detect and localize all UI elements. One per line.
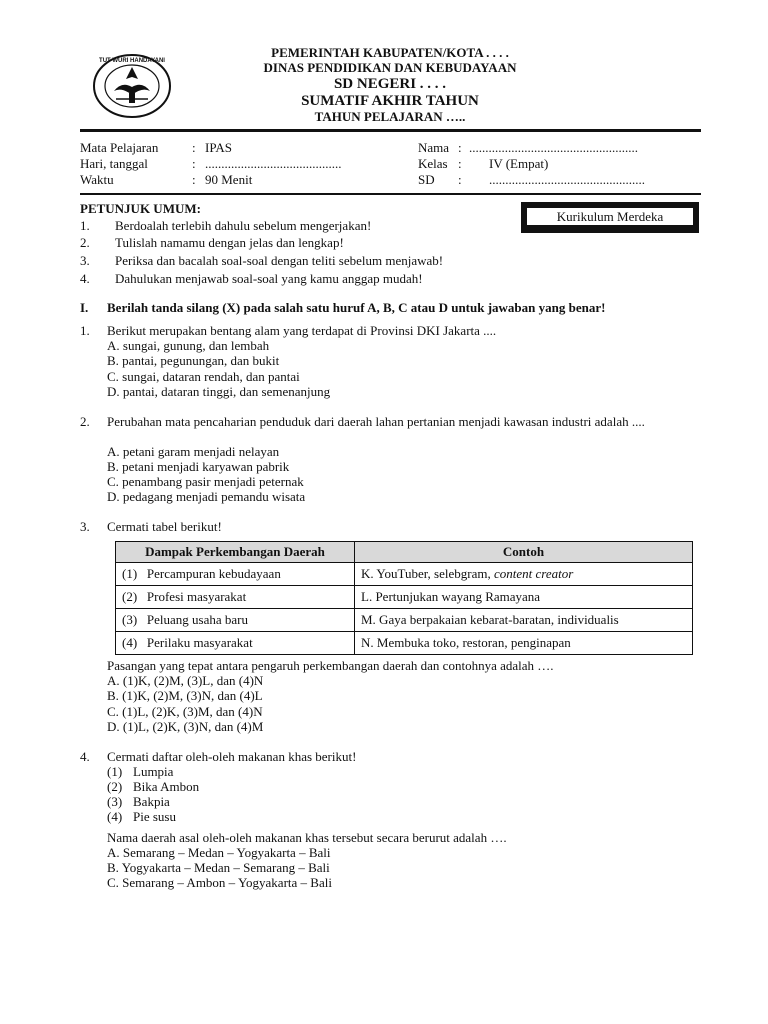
- table-cell: [355, 632, 693, 655]
- answer-option[interactable]: C. Semarang – Ambon – Yogyakarta – Bali: [107, 875, 332, 890]
- section-number: I.: [80, 300, 89, 315]
- row-dampak: Profesi masyarakat: [146, 589, 247, 604]
- list-num: (1): [107, 764, 123, 779]
- answer-option[interactable]: B. Yogyakarta – Medan – Semarang – Bali: [107, 860, 330, 875]
- row-contoh: N. Membuka toko, restoran, penginapan: [361, 635, 571, 650]
- header-school: SD NEGERI . . . .: [333, 75, 447, 92]
- colon: :: [192, 172, 196, 187]
- instruction-text: Tulislah namamu dengan jelas dan lengkap!: [115, 235, 344, 250]
- document-header: [180, 46, 600, 125]
- list-num: (3): [107, 794, 123, 809]
- colon: :: [192, 156, 196, 171]
- table-cell: [116, 563, 355, 586]
- table-row: [116, 609, 693, 632]
- question-prompt: Pasangan yang tepat antara pengaruh perkembangan daerah dan contohnya adalah ….: [107, 658, 554, 673]
- curriculum-badge-text: Kurikulum Merdeka: [527, 208, 693, 225]
- table-row: [116, 586, 693, 609]
- row-code: (3): [122, 612, 138, 627]
- info-divider: [80, 193, 701, 195]
- question-text: Cermati tabel berikut!: [107, 519, 222, 534]
- header-department: DINAS PENDIDIKAN DAN KEBUDAYAAN: [263, 59, 517, 75]
- list-num: (4): [107, 809, 123, 824]
- row-contoh: K. YouTuber, selebgram,: [361, 566, 494, 581]
- instruction-text: Dahulukan menjawab soal-soal yang kamu anggap mudah!: [115, 271, 423, 286]
- row-code: (2): [122, 589, 138, 604]
- answer-option[interactable]: A. Semarang – Medan – Yogyakarta – Bali: [107, 845, 331, 860]
- answer-option[interactable]: B. (1)K, (2)M, (3)N, dan (4)L: [107, 688, 263, 703]
- label-mapel: Mata Pelajaran: [80, 140, 159, 155]
- question-number: 2.: [80, 414, 90, 429]
- table-cell: [116, 586, 355, 609]
- answer-option[interactable]: D. pantai, dataran tinggi, dan semenanjung: [107, 384, 331, 399]
- answer-option[interactable]: A. petani garam menjadi nelayan: [107, 444, 280, 459]
- impact-table: [115, 541, 693, 655]
- instruction-text: Berdoalah terlebih dahulu sebelum mengerjakan!: [115, 218, 372, 233]
- field-hari[interactable]: ..........................................: [205, 156, 342, 171]
- instructions-title: PETUNJUK UMUM:: [80, 201, 201, 216]
- value-mapel: IPAS: [205, 140, 232, 155]
- table-header: Dampak Perkembangan Daerah: [116, 542, 355, 563]
- answer-option[interactable]: B. petani menjadi karyawan pabrik: [107, 459, 290, 474]
- question-text: Berikut merupakan bentang alam yang terdapat di Provinsi DKI Jakarta ....: [107, 323, 497, 338]
- instruction-num: 4.: [80, 271, 90, 286]
- curriculum-badge: [521, 202, 699, 233]
- row-dampak: Perilaku masyarakat: [146, 635, 253, 650]
- row-dampak: Peluang usaha baru: [146, 612, 249, 627]
- field-nama[interactable]: ....................................................: [469, 140, 638, 155]
- tut-wuri-handayani-logo: [92, 53, 172, 119]
- answer-option[interactable]: A. sungai, gunung, dan lembah: [107, 338, 270, 353]
- row-dampak: Percampuran kebudayaan: [146, 566, 281, 581]
- list-item: Pie susu: [133, 809, 176, 824]
- label-kelas: Kelas: [418, 156, 448, 171]
- question-number: 4.: [80, 749, 90, 764]
- list-item: Lumpia: [133, 764, 174, 779]
- colon: :: [458, 156, 462, 171]
- header-academic-year: TAHUN PELAJARAN …..: [314, 109, 466, 125]
- row-code: (1): [122, 566, 138, 581]
- answer-option[interactable]: A. (1)K, (2)M, (3)L, dan (4)N: [107, 673, 264, 688]
- answer-option[interactable]: C. (1)L, (2)K, (3)M, dan (4)N: [107, 704, 263, 719]
- instruction-num: 1.: [80, 218, 90, 233]
- question-number: 3.: [80, 519, 90, 534]
- question-text: Cermati daftar oleh-oleh makanan khas berikut!: [107, 749, 357, 764]
- table-header: Contoh: [355, 542, 693, 563]
- table-row: [116, 563, 693, 586]
- instruction-text: Periksa dan bacalah soal-soal dengan teliti sebelum menjawab!: [115, 253, 444, 268]
- answer-option[interactable]: D. (1)L, (2)K, (3)N, dan (4)M: [107, 719, 264, 734]
- table-cell: [116, 632, 355, 655]
- label-hari: Hari, tanggal: [80, 156, 148, 171]
- row-contoh-italic: content creator: [493, 566, 574, 581]
- header-government: PEMERINTAH KABUPATEN/KOTA . . . .: [271, 45, 509, 60]
- colon: :: [192, 140, 196, 155]
- table-row: [116, 632, 693, 655]
- answer-option[interactable]: D. pedagang menjadi pemandu wisata: [107, 489, 306, 504]
- label-sd: SD: [418, 172, 435, 187]
- answer-option[interactable]: B. pantai, pegunungan, dan bukit: [107, 353, 280, 368]
- logo-text: TUT WURI HANDAYANI: [99, 58, 165, 64]
- row-code: (4): [122, 635, 138, 650]
- question-text: Perubahan mata pencaharian penduduk dari daerah lahan pertanian menjadi kawasan industri adalah ....: [107, 414, 645, 429]
- row-contoh: L. Pertunjukan wayang Ramayana: [361, 589, 541, 604]
- table-cell: [355, 609, 693, 632]
- section-title: Berilah tanda silang (X) pada salah satu huruf A, B, C atau D untuk jawaban yang benar!: [107, 300, 606, 315]
- list-num: (2): [107, 779, 123, 794]
- header-divider: [80, 129, 701, 132]
- table-cell: [116, 609, 355, 632]
- question-number: 1.: [80, 323, 90, 338]
- instruction-num: 3.: [80, 253, 90, 268]
- header-exam-title: SUMATIF AKHIR TAHUN: [301, 93, 479, 110]
- value-kelas: IV (Empat): [489, 156, 549, 171]
- field-sd[interactable]: ................................................: [489, 172, 645, 187]
- answer-option[interactable]: C. penambang pasir menjadi peternak: [107, 474, 304, 489]
- table-cell: [355, 586, 693, 609]
- list-item: Bika Ambon: [133, 779, 200, 794]
- label-waktu: Waktu: [80, 172, 114, 187]
- label-nama: Nama: [418, 140, 450, 155]
- instruction-num: 2.: [80, 235, 90, 250]
- table-header-row: [116, 542, 693, 563]
- row-contoh: M. Gaya berpakaian kebarat-baratan, individualis: [361, 612, 619, 627]
- question-prompt: Nama daerah asal oleh-oleh makanan khas tersebut secara berurut adalah ….: [107, 830, 507, 845]
- value-waktu: 90 Menit: [205, 172, 253, 187]
- list-item: Bakpia: [133, 794, 170, 809]
- table-cell: [355, 563, 693, 586]
- answer-option[interactable]: C. sungai, dataran rendah, dan pantai: [107, 369, 300, 384]
- colon: :: [458, 172, 462, 187]
- colon: :: [458, 140, 462, 155]
